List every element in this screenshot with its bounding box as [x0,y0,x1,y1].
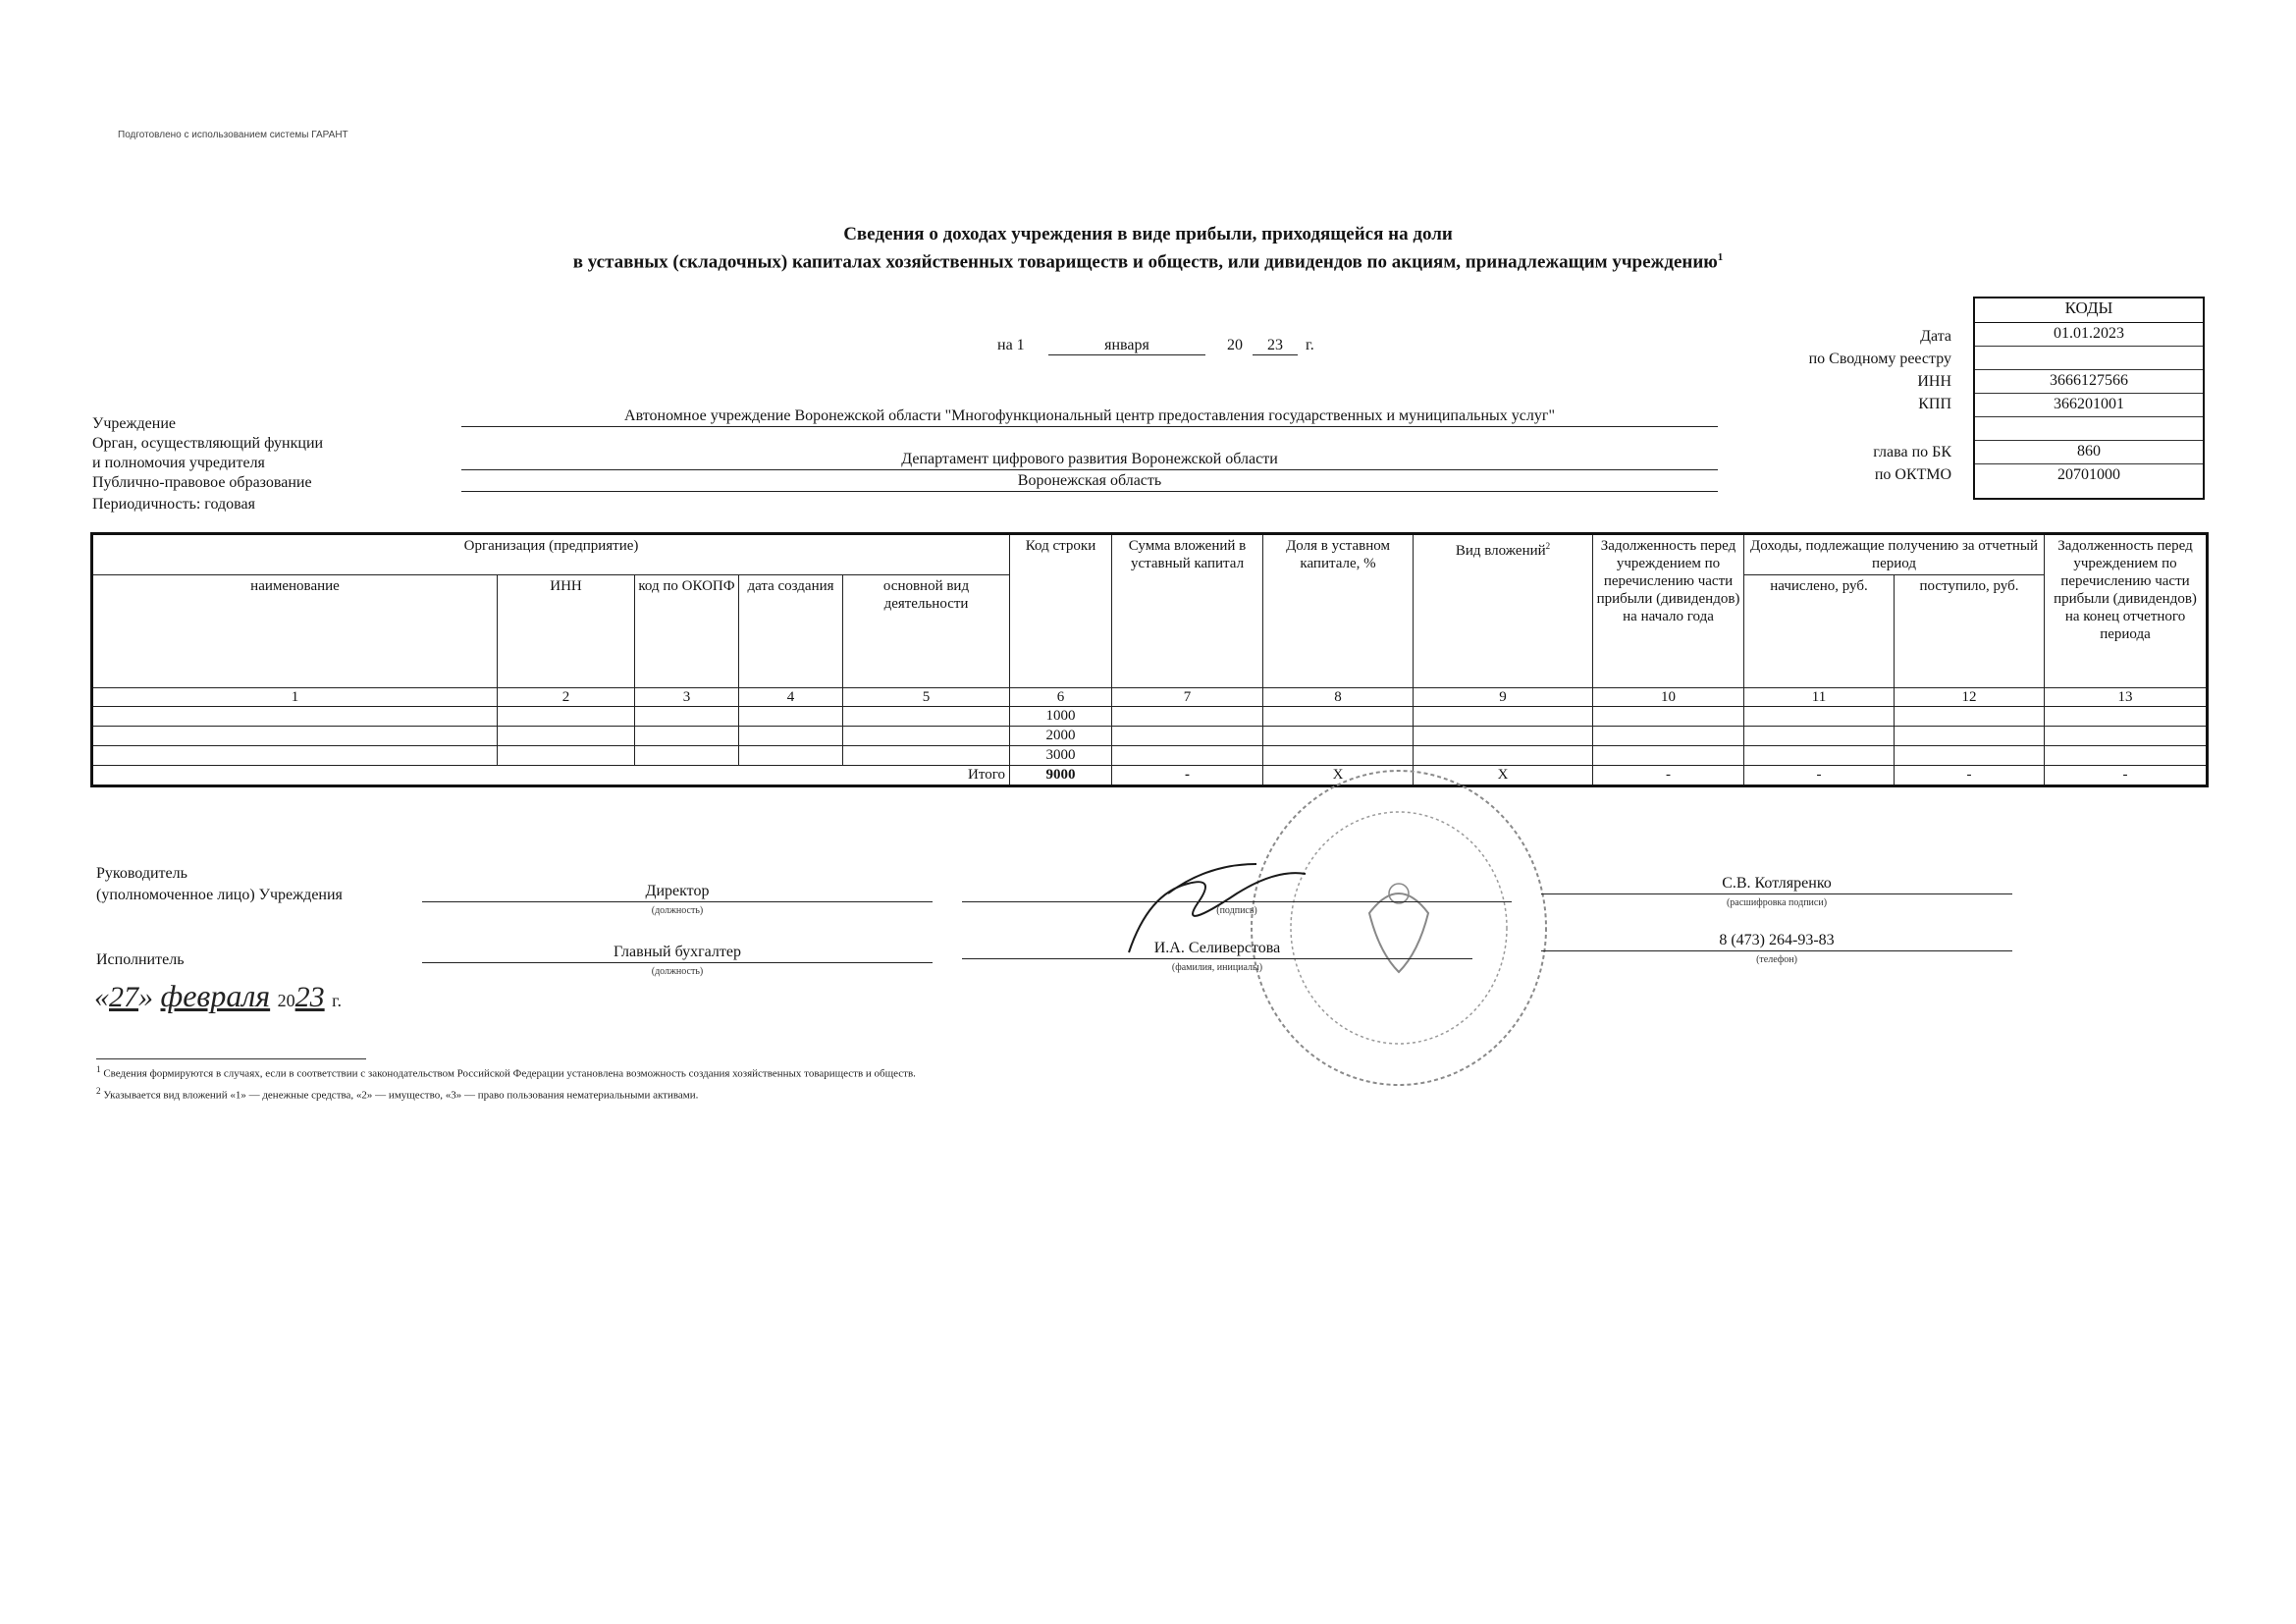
executor-position: Главный бухгалтер [422,943,933,963]
name-caption: (расшифровка подписи) [1726,897,1828,908]
footnote-ref-1: 1 [1717,251,1724,263]
col-num: 6 [1010,688,1112,707]
col-num: 12 [1895,688,2045,707]
col-num: 13 [2045,688,2208,707]
footnote-ref-2: 2 [1545,541,1551,551]
institution-value: Автономное учреждение Воронежской области "Многофункциональный центр предоставления государственных и муниципальных услуг" [461,406,1718,427]
code-date: 01.01.2023 [1975,323,2203,347]
report-date-prefix: на 1 [997,337,1025,353]
total-row [92,766,2208,786]
public-entity-label: Публично-правовое образование [92,474,312,491]
report-date-suffix: г. [1306,337,1314,353]
signing-year: 23 [294,981,325,1013]
footnote-1-mark: 1 [96,1064,101,1074]
footnote-divider [96,1058,366,1059]
row-code: 1000 [1010,707,1112,727]
th-sum: Сумма вложений в уставный капитал [1112,534,1263,688]
total-kind: Х [1414,766,1593,786]
th-share: Доля в уставном капитале, % [1263,534,1414,688]
codes-label-registry: по Сводному реестру [1808,351,1951,367]
th-inn: ИНН [498,575,635,688]
th-accrued: начислено, руб. [1744,575,1895,688]
th-activity: основной вид деятельности [843,575,1010,688]
phone-caption: (телефон) [1756,954,1797,965]
report-date-month: января [1048,337,1205,355]
institution-label: Учреждение [92,415,176,432]
signing-month: февраля [160,978,271,1013]
code-glava: 860 [1975,441,2203,464]
codes-title: КОДЫ [1975,298,2203,323]
periodicity-label: Периодичность: годовая [92,496,255,513]
table-row [92,707,2208,727]
th-received: поступило, руб. [1895,575,2045,688]
garant-note: Подготовлено с использованием системы ГАРАНТ [118,130,348,140]
signing-day: 27 [109,981,138,1013]
executor-position-caption: (должность) [651,966,704,977]
codes-label-kpp: КПП [1918,396,1951,412]
code-inn: 3666127566 [1975,370,2203,394]
th-date: дата создания [739,575,843,688]
column-number-row [92,688,2208,707]
codes-label-oktmo: по ОКТМО [1874,466,1951,483]
codes-label-glava: глава по БК [1873,444,1951,460]
footnote-2-text: Указывается вид вложений «1» — денежные средства, «2» — имущество, «3» — право пользования нематериальными активами. [103,1089,699,1102]
codes-label-inn: ИНН [1917,373,1951,390]
signing-year-prefix: 20 [277,991,295,1010]
total-label: Итого [92,766,1010,786]
th-debt-start: Задолженность перед учреждением по перечислению части прибыли (дивидендов) на начало года [1593,534,1744,688]
th-code: Код строки [1010,534,1112,688]
signature-caption: (подпись) [1216,905,1257,916]
th-debt-end: Задолженность перед учреждением по перечислению части прибыли (дивидендов) на конец отчетного периода [2045,534,2208,688]
head-label-2: (уполномоченное лицо) Учреждения [96,887,343,903]
form-title-line2 [0,251,2296,273]
codes-box [1973,297,2205,500]
footnote-1-text: Сведения формируются в случаях, если в соответствии с законодательством Российской Федерации установлена возможность создания хозяйственных товариществ и обществ. [103,1067,916,1080]
col-num: 3 [635,688,739,707]
executor-label: Исполнитель [96,951,185,968]
th-name: наименование [92,575,498,688]
col-num: 1 [92,688,498,707]
position-caption: (должность) [651,905,704,916]
col-num: 11 [1744,688,1895,707]
form-title-line2-text: в уставных (складочных) капиталах хозяйственных товариществ и обществ, или дивидендов по акциям, принадлежащим учреждению [572,251,1718,273]
founder-label-2: и полномочия учредителя [92,455,265,471]
total-code: 9000 [1010,766,1112,786]
col-num: 7 [1112,688,1263,707]
head-label-1: Руководитель [96,865,187,882]
founder-value: Департамент цифрового развития Воронежской области [461,450,1718,470]
total-debt-end: - [2045,766,2208,786]
signing-date-suffix: г. [332,991,342,1010]
col-num: 10 [1593,688,1744,707]
total-share: Х [1263,766,1414,786]
total-sum: - [1112,766,1263,786]
col-num: 4 [739,688,843,707]
col-num: 9 [1414,688,1593,707]
table-row [92,746,2208,766]
footnote-2 [96,1086,698,1102]
head-position: Директор [422,882,933,902]
total-accrued: - [1744,766,1895,786]
th-kind [1414,534,1593,688]
header-row-1 [92,534,2208,575]
footnote-1 [96,1064,916,1080]
col-num: 5 [843,688,1010,707]
signing-date: «27» февраля 2023 г. [94,978,342,1013]
code-kpp: 366201001 [1975,394,2203,417]
code-blank [1975,417,2203,441]
col-num: 8 [1263,688,1414,707]
executor-name: И.А. Селиверстова [962,939,1472,959]
head-name: С.В. Котляренко [1541,874,2012,894]
founder-label-1: Орган, осуществляющий функции [92,435,324,452]
th-kind-text: Вид вложений [1455,543,1546,559]
public-entity-value: Воронежская область [461,471,1718,492]
income-table [90,532,2209,787]
codes-label-date: Дата [1920,328,1951,345]
total-received: - [1895,766,2045,786]
executor-phone: 8 (473) 264-93-83 [1541,931,2012,951]
code-registry [1975,347,2203,370]
report-year-prefix: 20 [1227,337,1243,353]
th-income-group: Доходы, подлежащие получению за отчетный период [1744,534,2045,575]
table-row [92,727,2208,746]
total-debt-start: - [1593,766,1744,786]
row-code: 3000 [1010,746,1112,766]
report-year: 23 [1253,337,1298,355]
col-num: 2 [498,688,635,707]
code-oktmo: 20701000 [2057,466,2120,483]
th-okopf: код по ОКОПФ [635,575,739,688]
executor-name-caption: (фамилия, инициалы) [1171,962,1263,973]
footnote-2-mark: 2 [96,1086,101,1096]
row-code: 2000 [1010,727,1112,746]
form-title-line1: Сведения о доходах учреждения в виде прибыли, приходящейся на доли [843,224,1453,244]
th-org-group: Организация (предприятие) [92,534,1010,575]
